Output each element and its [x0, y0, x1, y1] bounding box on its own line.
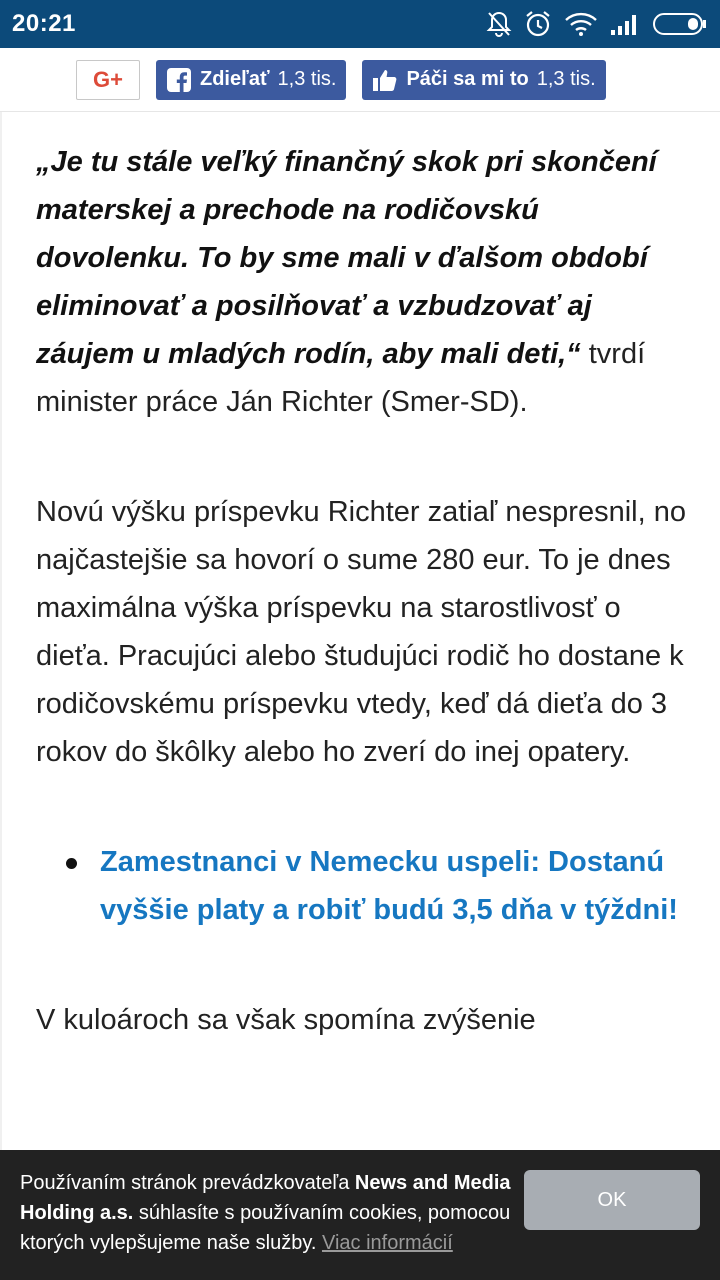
cookie-more-info-link[interactable]: Viac informácií — [321, 1232, 453, 1254]
article-paragraph-quote — [36, 138, 696, 426]
article-body — [0, 112, 720, 1150]
facebook-like-count: 1,3 tis. — [536, 68, 596, 90]
facebook-share-count: 1,3 tis. — [277, 68, 337, 90]
facebook-share-button[interactable] — [156, 60, 346, 100]
cookie-ok-label: OK — [597, 1188, 627, 1211]
cookie-ok-button[interactable] — [524, 1170, 700, 1230]
facebook-icon — [166, 67, 192, 93]
status-icons — [486, 10, 708, 38]
alarm-icon — [524, 10, 552, 38]
cookie-banner — [0, 1150, 720, 1280]
quote-text: „Je tu stále veľký finančný skok pri skončení materskej a prechode na rodičovskú dovolenku. To by sme mali v ďalšom období eliminovať a posilňovať a vzbudzovať aj záujem u mladých rodín, aby mali deti,“ — [36, 146, 657, 370]
cookie-text-after: súhlasíte s používaním cookies, pomocou ktorých vylepšujeme naše služby. — [20, 1202, 511, 1254]
facebook-like-button[interactable] — [362, 60, 605, 100]
battery-icon — [652, 11, 708, 37]
quote-attribution: tvrdí minister práce Ján Richter (Smer-SD). — [36, 338, 646, 418]
bullet-icon — [66, 858, 77, 869]
facebook-share-label: Zdieľať — [200, 68, 270, 90]
cookie-text-before: Používaním stránok prevádzkovateľa — [20, 1172, 355, 1194]
article-paragraph-partial: V kuloároch sa však spomína zvýšenie — [36, 1004, 536, 1036]
status-bar — [0, 0, 720, 48]
wifi-icon — [564, 11, 598, 37]
cookie-text — [20, 1168, 520, 1258]
cookie-company: News and Media Holding a.s. — [20, 1172, 511, 1224]
article-paragraph: Novú výšku príspevku Richter zatiaľ nespresnil, no najčastejšie sa hovorí o sume 280 eur. To je dnes maximálna výška príspevku na starostlivosť o dieťa. Pracujúci alebo študujúci rodič ho dostane k rodičovskému príspevku vtedy, keď dá dieťa do 3 rokov do škôlky alebo ho zverí do inej opatery. — [36, 496, 686, 768]
share-bar — [0, 48, 720, 112]
related-article-item — [36, 838, 696, 934]
thumbs-up-icon — [372, 67, 398, 93]
facebook-like-label: Páči sa mi to — [406, 68, 529, 90]
article-inner — [36, 138, 696, 1044]
google-plus-button[interactable] — [76, 60, 140, 100]
related-article-link[interactable]: Zamestnanci v Nemecku uspeli: Dostanú vyššie platy a robiť budú 3,5 dňa v týždni! — [100, 846, 678, 926]
signal-icon — [610, 12, 640, 36]
status-time: 20:21 — [12, 10, 76, 37]
google-plus-label: G+ — [93, 66, 123, 92]
bell-off-icon — [486, 10, 512, 38]
